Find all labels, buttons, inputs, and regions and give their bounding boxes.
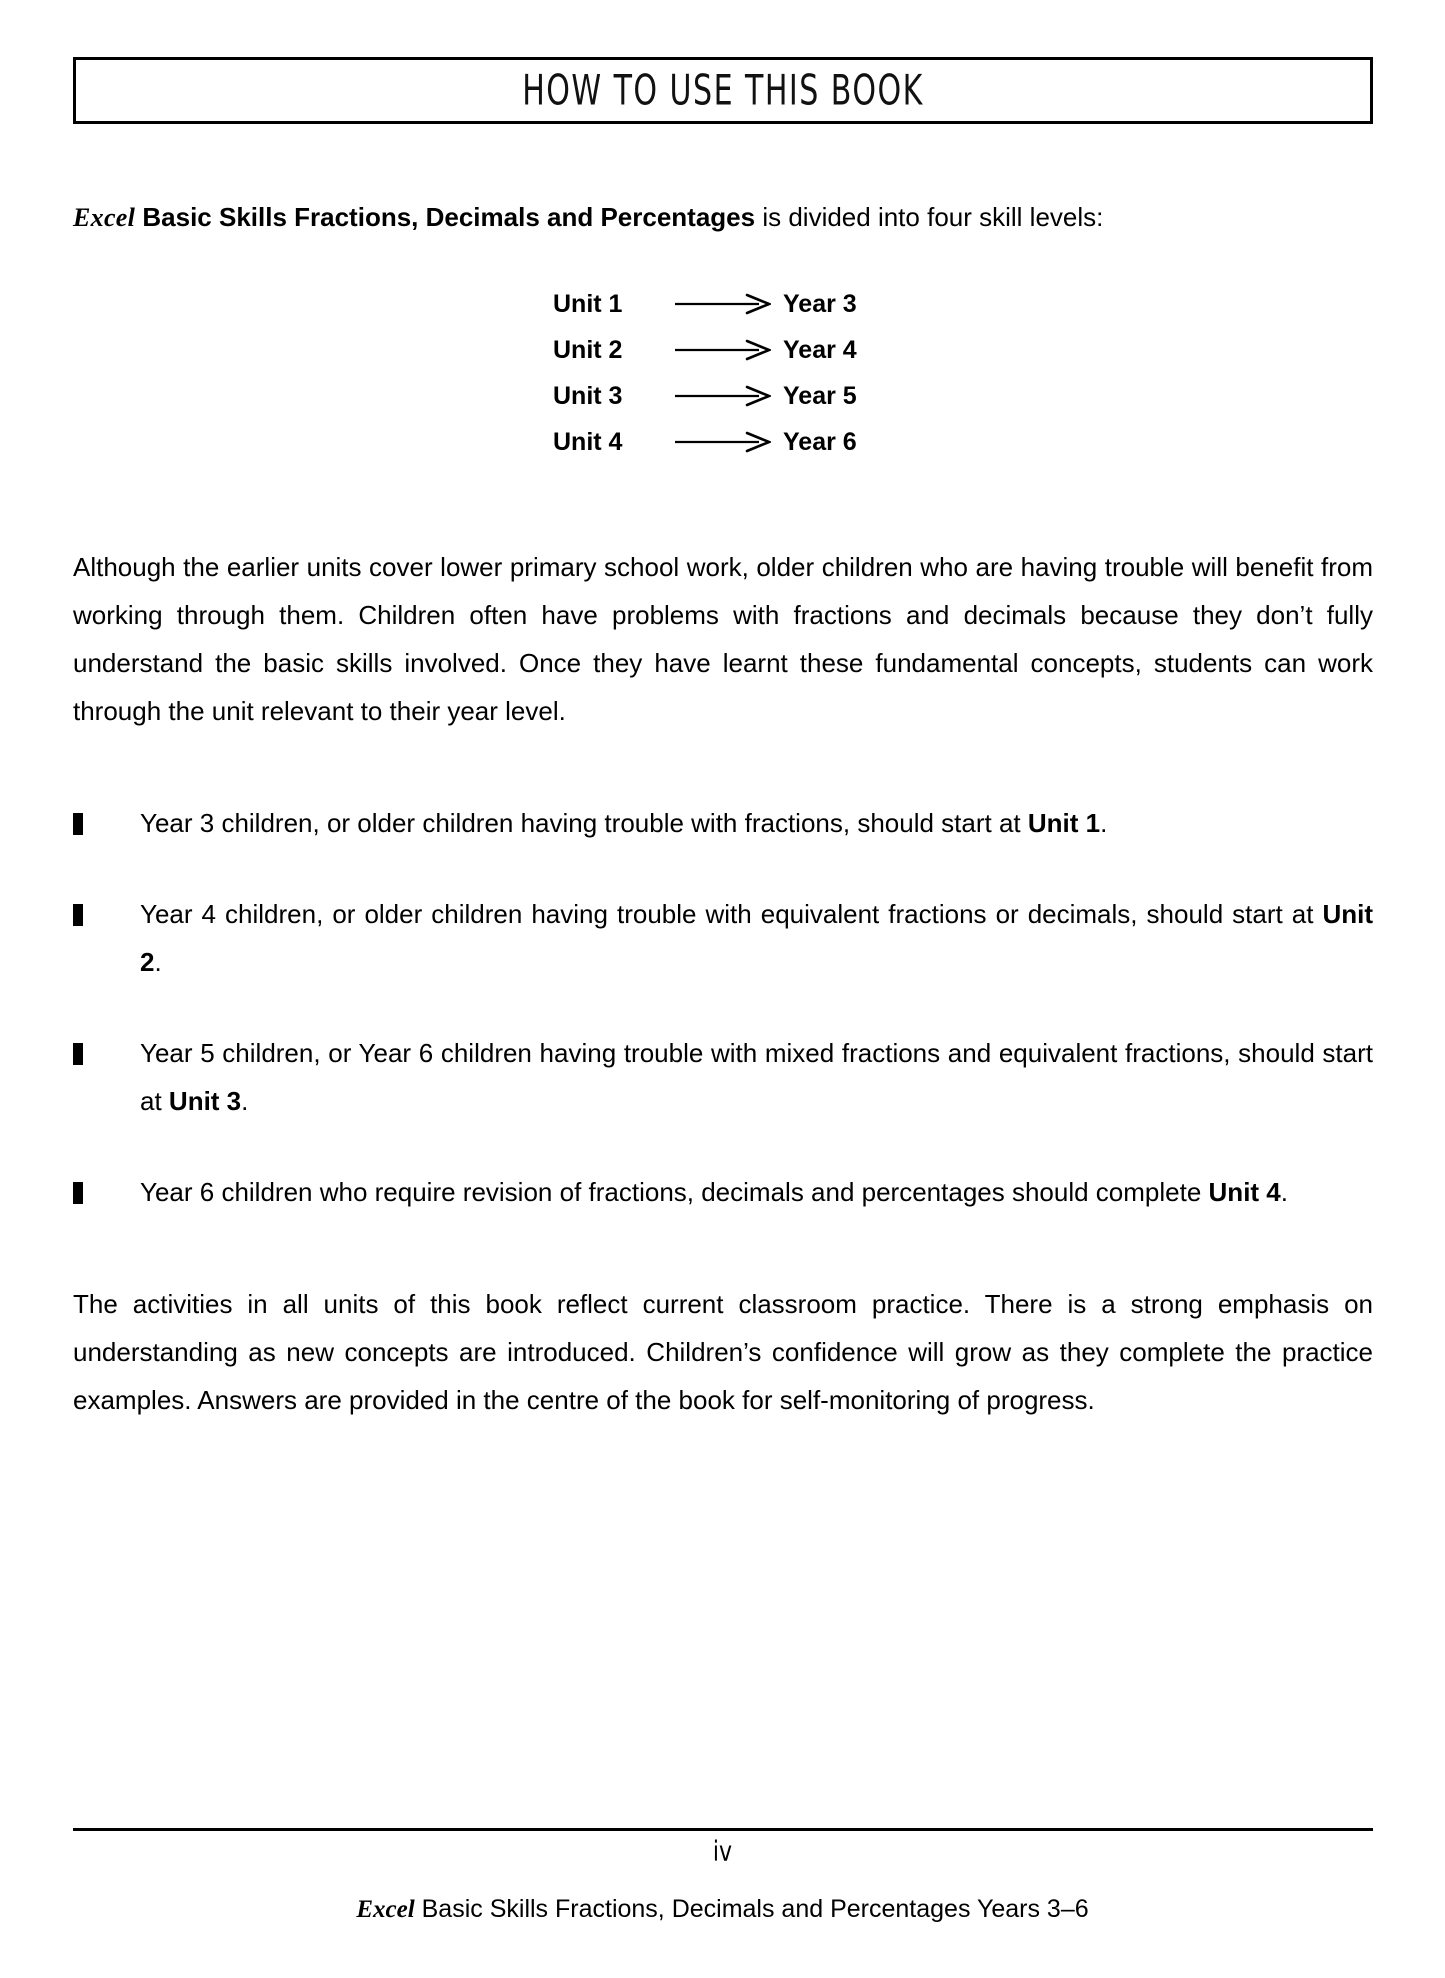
guidance-bullet-list <box>73 799 1373 1216</box>
list-item-text <box>140 890 1373 986</box>
list-item-text <box>140 1029 1373 1125</box>
footer-book-title: Basic Skills Fractions, Decimals and Percentages Years 3–6 <box>414 1895 1089 1923</box>
list-item-emphasis: Unit 4 <box>1208 1177 1281 1207</box>
unit-year-row <box>553 327 893 373</box>
list-item-emphasis: Unit 2 <box>140 899 1373 977</box>
year-label: Year 5 <box>783 381 857 410</box>
right-arrow-icon <box>663 431 783 453</box>
year-label: Year 6 <box>783 427 857 456</box>
unit-year-row <box>553 281 893 327</box>
right-arrow-icon <box>663 339 783 361</box>
list-item <box>73 799 1373 847</box>
page-number: iv <box>712 1836 733 1869</box>
list-item-text-before: Year 4 children, or older children having trouble with equivalent fractions or decimals, should start at <box>140 899 1323 929</box>
square-bullet-icon <box>73 1182 83 1204</box>
footer-excel-brand: Excel <box>356 1896 415 1923</box>
right-arrow-icon <box>663 293 783 315</box>
unit-year-map <box>73 281 1373 465</box>
list-item-emphasis: Unit 1 <box>1027 808 1101 838</box>
list-item <box>73 890 1373 986</box>
unit-label: Unit 3 <box>553 381 623 410</box>
book-title-label: Basic Skills Fractions, Decimals and Percentages <box>135 202 756 232</box>
list-item-text <box>140 1168 1373 1216</box>
footer-title <box>0 1895 1445 1924</box>
list-item-text <box>140 799 1373 847</box>
page-title: HOW TO USE THIS BOOK <box>522 66 924 115</box>
list-item-text-after: . <box>154 947 162 977</box>
list-item-text-before: Year 6 children who require revision of fractions, decimals and percentages should complete <box>140 1177 1209 1207</box>
unit-label: Unit 2 <box>553 335 623 364</box>
unit-year-row <box>553 419 893 465</box>
list-item <box>73 1029 1373 1125</box>
page-title-box <box>73 57 1373 124</box>
footer-divider <box>73 1828 1373 1831</box>
unit-label: Unit 4 <box>553 427 623 456</box>
square-bullet-icon <box>73 813 83 835</box>
square-bullet-icon <box>73 1043 83 1065</box>
year-label: Year 3 <box>783 289 857 318</box>
unit-year-row <box>553 373 893 419</box>
list-item-text-after: . <box>1280 1177 1288 1207</box>
list-item-text-before: Year 3 children, or older children having trouble with fractions, should start at <box>140 808 1028 838</box>
square-bullet-icon <box>73 904 83 926</box>
intro-line <box>73 200 1373 235</box>
right-arrow-icon <box>663 385 783 407</box>
intro-line-rest: is divided into four skill levels: <box>755 202 1104 232</box>
list-item-text-after: . <box>241 1086 249 1116</box>
page-content <box>73 200 1373 1424</box>
year-label: Year 4 <box>783 335 857 364</box>
list-item <box>73 1168 1373 1216</box>
list-item-text-after: . <box>1100 808 1108 838</box>
excel-brand-label: Excel <box>73 203 136 232</box>
unit-label: Unit 1 <box>553 289 623 318</box>
intro-body-paragraph: Although the earlier units cover lower primary school work, older children who are having trouble will benefit from working through them. Children often have problems with fractions and decimals because they don’t fully understand the basic skills involved. Once they have learnt these fundamental concepts, students can work through the unit relevant to their year level. <box>73 552 1373 726</box>
list-item-text-before: Year 5 children, or Year 6 children having trouble with mixed fractions and equivalent fractions, should start at <box>140 1038 1373 1116</box>
list-item-emphasis: Unit 3 <box>168 1086 242 1116</box>
closing-body-paragraph: The activities in all units of this book reflect current classroom practice. There is a strong emphasis on understanding as new concepts are introduced. Children’s confidence will grow as they complete the practice examples. Answers are provided in the centre of the book for self-monitoring of progress. <box>73 1289 1373 1415</box>
